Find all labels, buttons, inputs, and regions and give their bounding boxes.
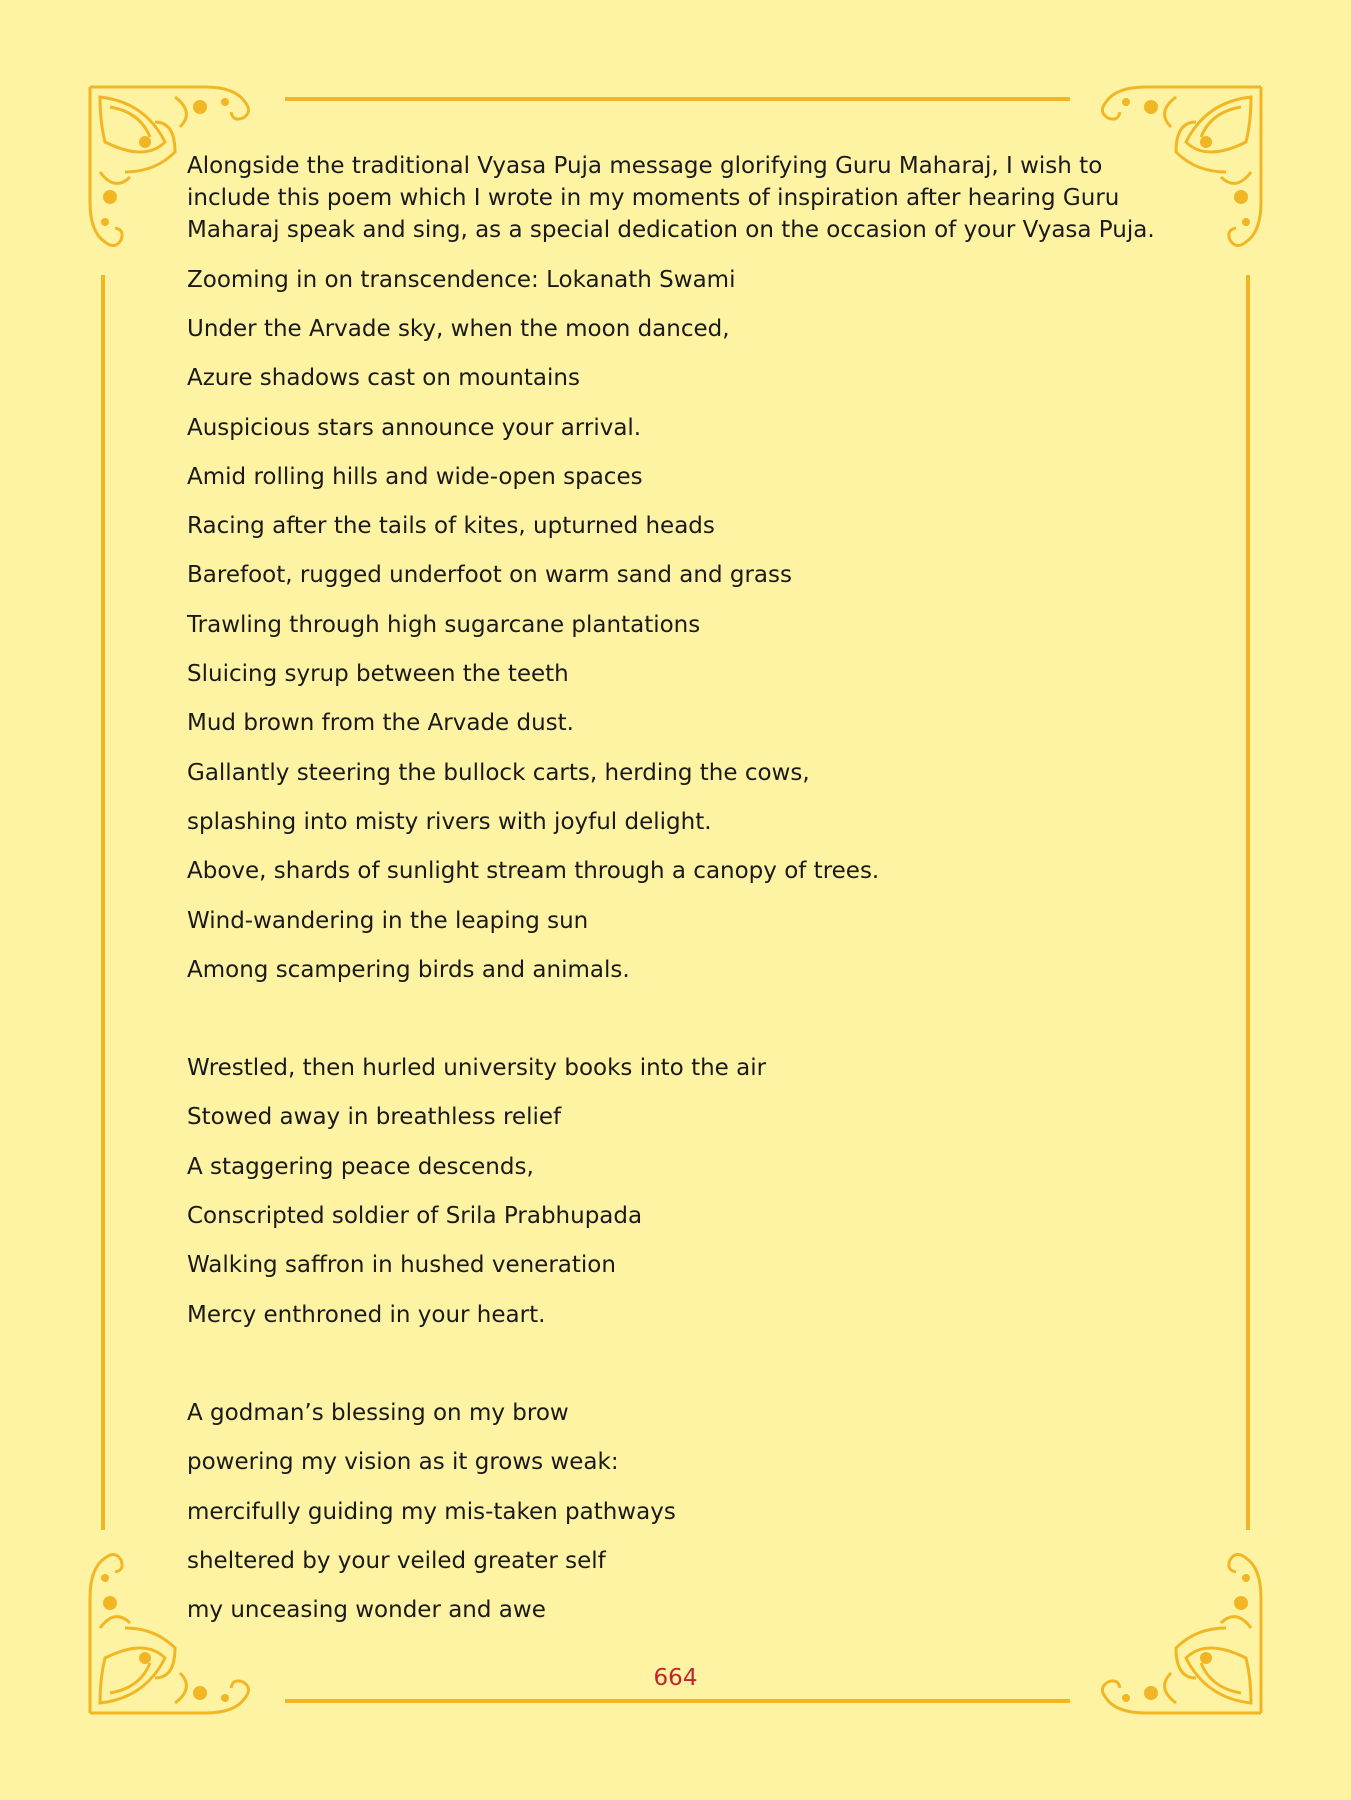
poem-line: Amid rolling hills and wide-open spaces <box>187 463 643 490</box>
poem-line: splashing into misty rivers with joyful delight. <box>187 808 712 835</box>
poem-line: powering my vision as it grows weak: <box>187 1449 619 1476</box>
poem-line: Above, shards of sunlight stream through a canopy of trees. <box>187 858 880 885</box>
poem-line: Wrestled, then hurled university books into the air <box>187 1055 767 1082</box>
frame-bottom-line <box>285 1699 1070 1703</box>
poem-line: my unceasing wonder and awe <box>187 1597 546 1624</box>
poem-line: Wind-wandering in the leaping sun <box>187 907 589 934</box>
page-content <box>187 150 1167 1643</box>
poem-line: Trawling through high sugarcane plantations <box>187 611 701 638</box>
poem-line: Under the Arvade sky, when the moon danced, <box>187 316 730 342</box>
page-number: 664 <box>653 1665 698 1691</box>
poem-line: Mud brown from the Arvade dust. <box>187 710 574 737</box>
frame-top-line <box>285 97 1070 101</box>
poem-line: sheltered by your veiled greater self <box>187 1547 606 1574</box>
poem-line: Mercy enthroned in your heart. <box>187 1301 546 1328</box>
poem-line: Conscripted soldier of Srila Prabhupada <box>187 1203 643 1230</box>
poem-line: Among scampering birds and animals. <box>187 956 630 983</box>
stanza-gap <box>187 1003 1167 1052</box>
poem-line: A staggering peace descends, <box>187 1153 534 1180</box>
poem-line: A godman’s blessing on my brow <box>187 1399 569 1426</box>
poem-stanza-3 <box>187 1397 1167 1643</box>
poem-stanza-2 <box>187 1052 1167 1348</box>
poem-line: Sluicing syrup between the teeth <box>187 661 569 688</box>
poem-title: Zooming in on transcendence: Lokanath Swami <box>187 267 736 293</box>
poem-line: Barefoot, rugged underfoot on warm sand and grass <box>187 562 792 589</box>
poem-line: Auspicious stars announce your arrival. <box>187 414 642 441</box>
stanza-gap <box>187 1348 1167 1397</box>
frame-left-line <box>101 275 105 1530</box>
poem-line: Gallantly steering the bullock carts, herding the cows, <box>187 759 810 786</box>
poem-line: Racing after the tails of kites, upturned heads <box>187 513 715 540</box>
poem-line: Walking saffron in hushed veneration <box>187 1252 616 1279</box>
frame-right-line <box>1246 275 1250 1530</box>
poem-stanza-1 <box>187 313 1167 1003</box>
poem-line: Azure shadows cast on mountains <box>187 365 580 392</box>
poem-line: mercifully guiding my mis-taken pathways <box>187 1498 676 1525</box>
intro-paragraph: Alongside the traditional Vyasa Puja message glorifying Guru Maharaj, I wish to include this poem which I wrote in my moments of inspiration after hearing Guru Maharaj speak and sing, as a special dedication on the occasion of your Vyasa Puja. <box>187 153 1155 243</box>
poem-line: Stowed away in breathless relief <box>187 1104 562 1131</box>
